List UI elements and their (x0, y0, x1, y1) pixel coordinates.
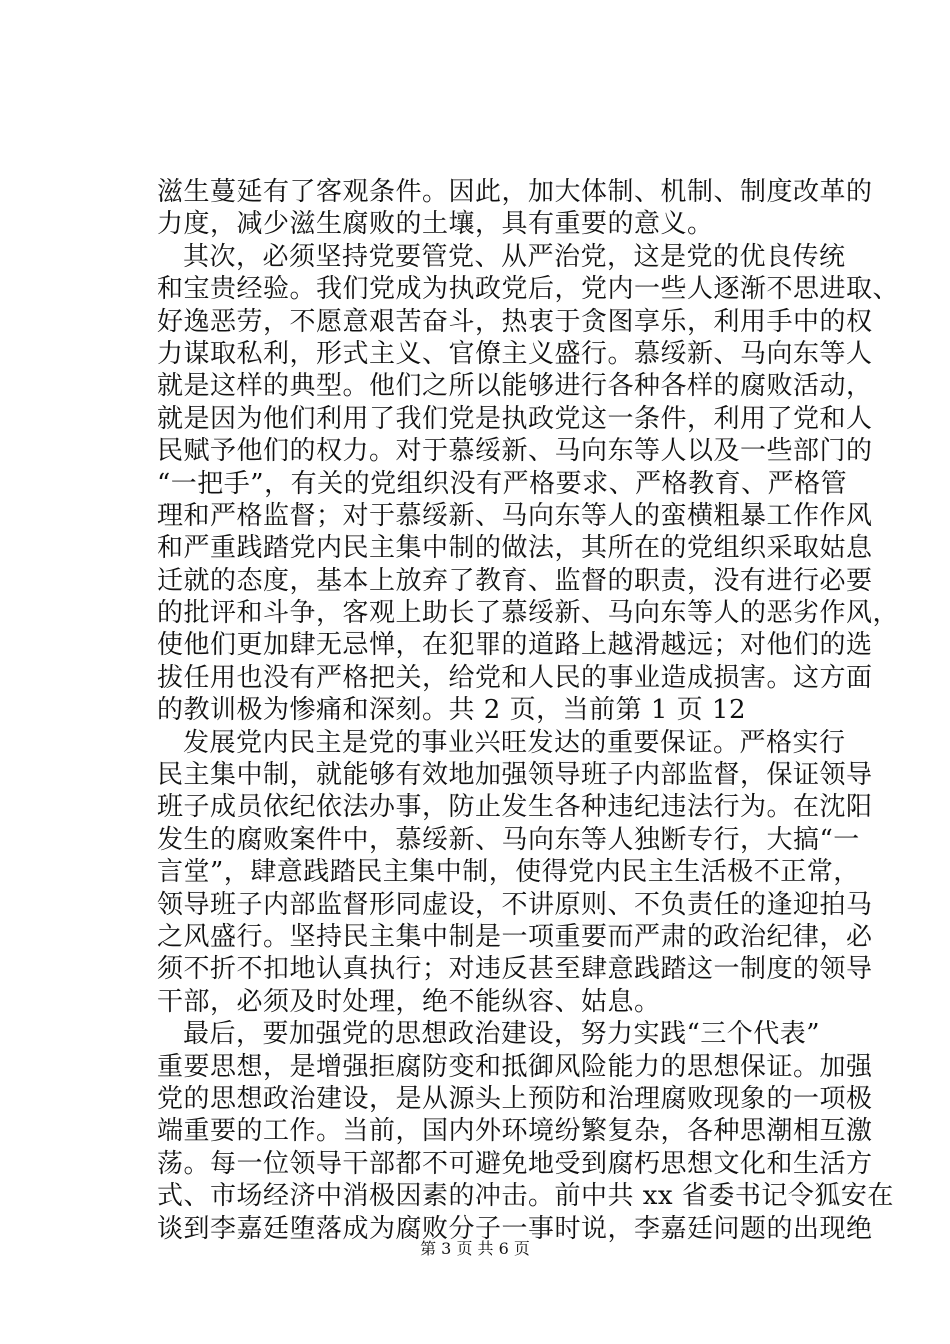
text-line: 力谋取私利，形式主义、官僚主义盛行。慕绥新、马向东等人 (157, 338, 873, 369)
text-line: 班子成员依纪依法办事，防止发生各种违纪违法行为。在沈阳 (157, 792, 873, 823)
text-line: 式、市场经济中消极因素的冲击。前中共 xx 省委书记令狐安在 (157, 1181, 894, 1212)
text-line: 领导班子内部监督形同虚设，不讲原则、不负责任的逢迎拍马 (157, 889, 873, 920)
text-line: 好逸恶劳，不愿意艰苦奋斗，热衷于贪图享乐，利用手中的权 (157, 306, 873, 337)
text-line: 端重要的工作。当前，国内外环境纷繁复杂，各种思潮相互激 (157, 1116, 873, 1147)
text-line: 迁就的态度，基本上放弃了教育、监督的职责，没有进行必要 (157, 565, 873, 596)
text-line: 须不折不扣地认真执行；对违反甚至肆意践踏这一制度的领导 (157, 954, 873, 985)
text-line: 理和严格监督；对于慕绥新、马向东等人的蛮横粗暴工作作风 (157, 500, 873, 531)
text-line: 言堂”，肆意践踏民主集中制，使得党内民主生活极不正常， (157, 857, 860, 888)
text-line: 干部，必须及时处理，绝不能纵容、姑息。 (157, 986, 661, 1017)
text-line: 拔任用也没有严格把关，给党和人民的事业造成损害。这方面 (157, 662, 873, 693)
text-line: 发生的腐败案件中，慕绥新、马向东等人独断专行，大搞“一 (157, 824, 860, 855)
text-line: 谈到李嘉廷堕落成为腐败分子一事时说，李嘉廷问题的出现绝 (157, 1213, 873, 1244)
text-line: 最后，要加强党的思想政治建设，努力实践“三个代表” (183, 1019, 821, 1050)
text-line: 的教训极为惨痛和深刻。共 2 页，当前第 1 页 12 (157, 695, 746, 726)
text-line: 民主集中制，就能够有效地加强领导班子内部监督，保证领导 (157, 760, 873, 791)
text-line: “一把手”，有关的党组织没有严格要求、严格教育、严格管 (157, 468, 848, 499)
page-footer (0, 1236, 950, 1259)
text-line: 之风盛行。坚持民主集中制是一项重要而严肃的政治纪律，必 (157, 921, 873, 952)
text-line: 的批评和斗争，客观上助长了慕绥新、马向东等人的恶劣作风， (157, 598, 900, 629)
text-line: 党的思想政治建设，是从源头上预防和治理腐败现象的一项极 (157, 1083, 873, 1114)
text-line: 就是因为他们利用了我们党是执政党这一条件，利用了党和人 (157, 403, 873, 434)
text-line: 滋生蔓延有了客观条件。因此，加大体制、机制、制度改革的 (157, 177, 873, 207)
text-line: 使他们更加肆无忌惮，在犯罪的道路上越滑越远；对他们的选 (157, 630, 873, 661)
text-line: 荡。每一位领导干部都不可避免地受到腐朽思想文化和生活方 (157, 1148, 873, 1179)
text-line: 和宝贵经验。我们党成为执政党后，党内一些人逐渐不思进取、 (157, 274, 900, 305)
text-line: 重要思想，是增强拒腐防变和抵御风险能力的思想保证。加强 (157, 1051, 873, 1082)
text-line: 民赋予他们的权力。对于慕绥新、马向东等人以及一些部门的 (157, 436, 873, 467)
text-line: 其次，必须坚持党要管党、从严治党，这是党的优良传统 (183, 241, 846, 272)
text-line: 就是这样的典型。他们之所以能够进行各种各样的腐败活动， (157, 371, 873, 402)
text-line: 力度，减少滋生腐败的土壤，具有重要的意义。 (157, 209, 714, 240)
page-number-label: 第 3 页 共 6 页 (420, 1239, 530, 1258)
text-line: 和严重践踏党内民主集中制的做法，其所在的党组织采取姑息 (157, 533, 873, 564)
text-line: 发展党内民主是党的事业兴旺发达的重要保证。严格实行 (183, 727, 846, 758)
document-body (157, 176, 900, 1245)
